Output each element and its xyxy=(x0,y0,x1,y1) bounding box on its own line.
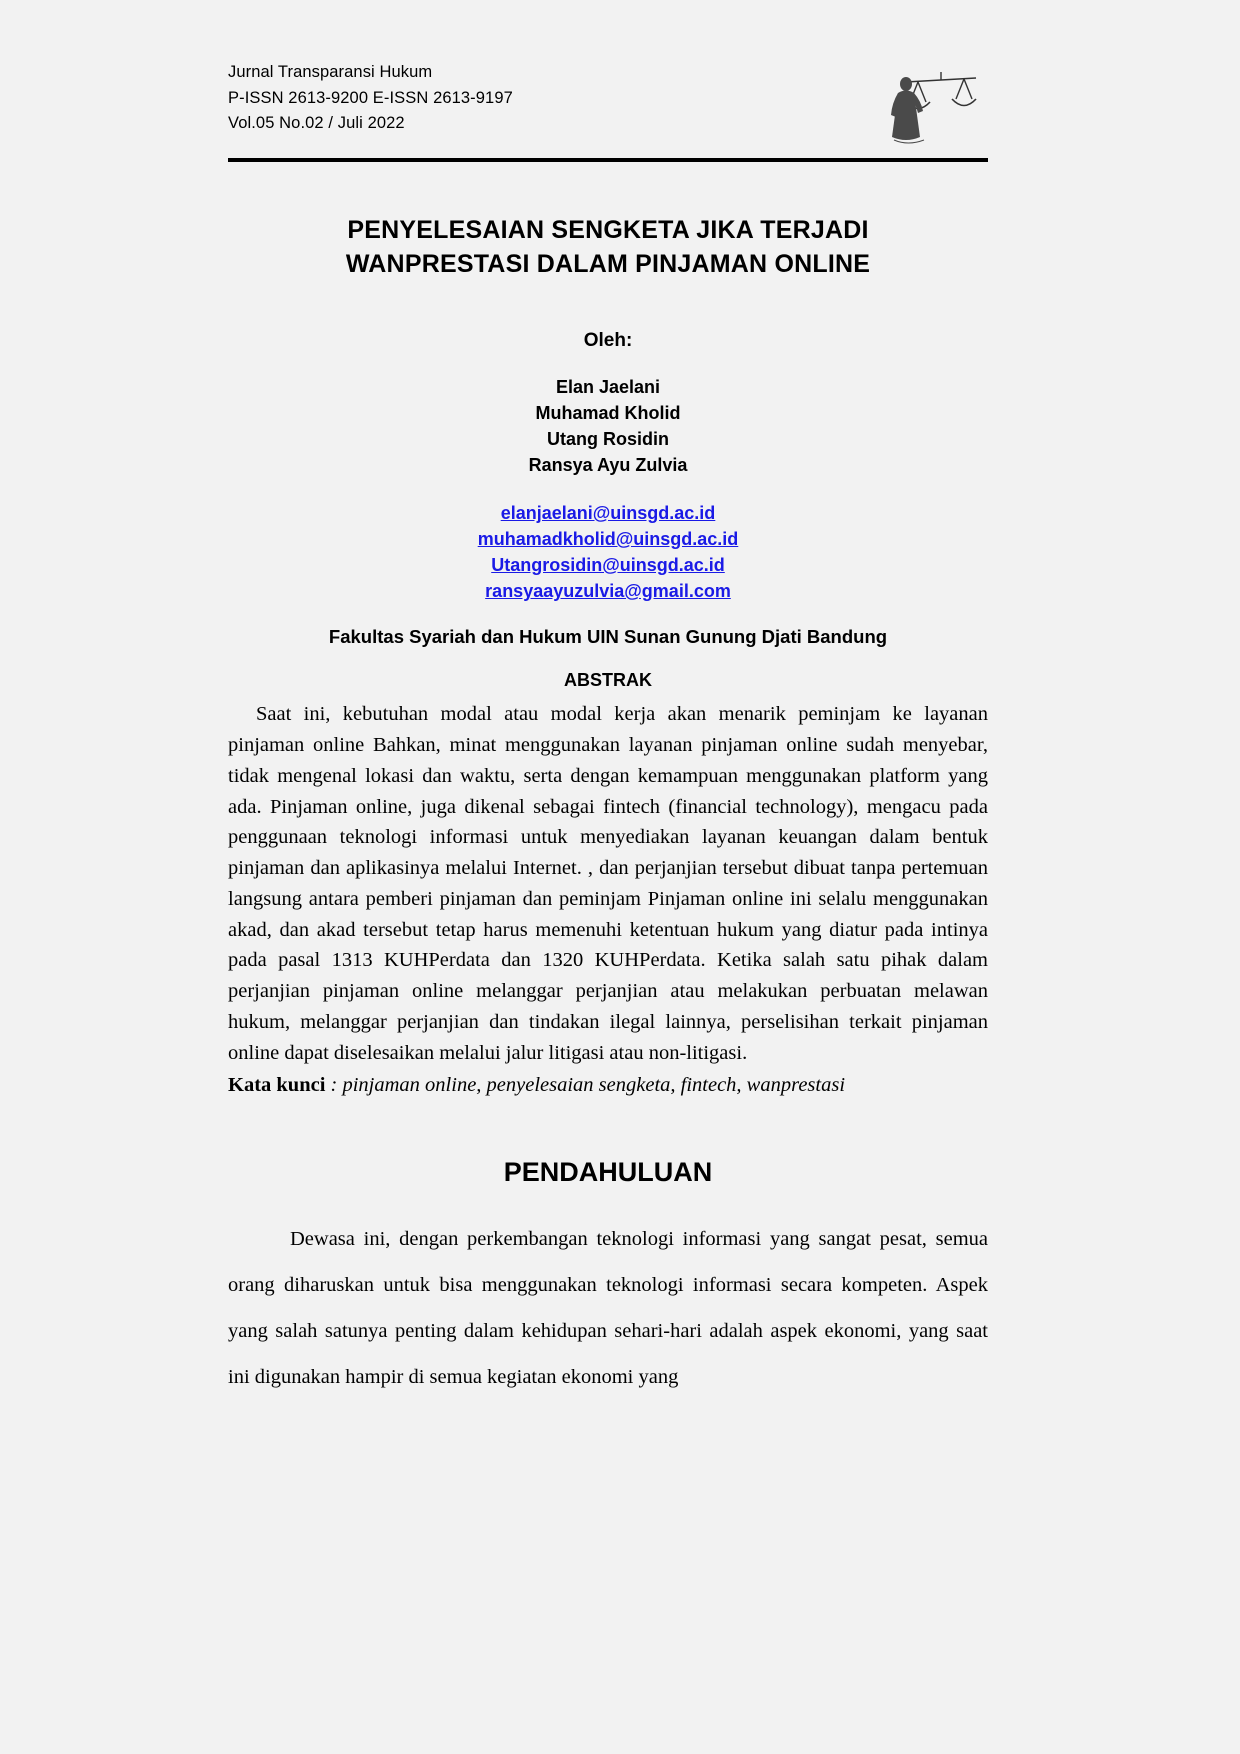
keywords-value: : pinjaman online, penyelesaian sengketa, fintech, wanprestasi xyxy=(330,1074,846,1097)
author-name: Elan Jaelani xyxy=(555,376,661,397)
keywords-label: Kata kunci xyxy=(228,1074,331,1097)
title-line-1: PENYELESAIAN SENGKETA JIKA TERJADI xyxy=(347,216,869,244)
byline-label: Oleh: xyxy=(583,329,633,351)
page-header xyxy=(228,0,988,150)
email-link[interactable]: ransyaayuzulvia@gmail.com xyxy=(485,581,731,602)
journal-issn: P-ISSN 2613-9200 E-ISSN 2613-9197 xyxy=(228,88,513,107)
abstract-heading: ABSTRAK xyxy=(564,670,652,691)
author-name: Utang Rosidin xyxy=(547,428,669,449)
journal-name: Jurnal Transparansi Hukum xyxy=(228,63,433,81)
author-name: Ransya Ayu Zulvia xyxy=(528,454,688,475)
affiliation: Fakultas Syariah dan Hukum UIN Sunan Gunung Djati Bandung xyxy=(328,626,888,648)
email-link[interactable]: muhamadkholid@uinsgd.ac.id xyxy=(477,528,739,549)
author-list xyxy=(228,374,988,478)
journal-info xyxy=(228,60,513,137)
section-paragraph: Dewasa ini, dengan perkembangan teknologi informasi yang sangat pesat, semua orang diharuskan untuk bisa menggunakan teknologi informasi secara kompeten. Aspek yang salah satunya penting dalam kehidupan sehari-hari adalah aspek ekonomi, yang saat ini digunakan hampir di semua kegiatan ekonomi yang xyxy=(228,1228,988,1389)
author-name: Muhamad Kholid xyxy=(535,402,681,423)
title-line-2: WANPRESTASI DALAM PINJAMAN ONLINE xyxy=(345,249,871,278)
scales-of-justice-logo-icon xyxy=(876,60,986,150)
keywords xyxy=(228,1070,988,1101)
page-title xyxy=(228,214,988,282)
page-content xyxy=(228,0,988,1401)
header-divider xyxy=(228,158,988,162)
abstract-text: Saat ini, kebutuhan modal atau modal kerja akan menarik peminjam ke layanan pinjaman online Bahkan, minat menggunakan layanan pinjaman online sudah menyebar, tidak mengenal lokasi dan waktu, serta dengan kemampuan menggunakan platform yang ada. Pinjaman online, juga dikenal sebagai fintech (financial technology), mengacu pada penggunaan teknologi informasi untuk menyediakan layanan keuangan dalam bentuk pinjaman dan aplikasinya melalui Internet. , dan perjanjian tersebut dibuat tanpa pertemuan langsung antara pemberi pinjaman dan peminjam Pinjaman online ini selalu menggunakan akad, dan akad tersebut tetap harus memenuhi ketentuan hukum yang diatur pada intinya pada pasal 1313 KUHPerdata dan 1320 KUHPerdata. Ketika salah satu pihak dalam perjanjian pinjaman online melanggar perjanjian atau melakukan perbuatan melawan hukum, melanggar perjanjian dan tindakan ilegal lainnya, perselisihan terkait pinjaman online dapat diselesaikan melalui jalur litigasi atau non-litigasi. xyxy=(228,703,988,1064)
author-emails xyxy=(228,500,988,604)
journal-volume: Vol.05 No.02 / Juli 2022 xyxy=(228,114,405,133)
section-heading-pendahuluan: PENDAHULUAN xyxy=(503,1157,713,1187)
email-link[interactable]: Utangrosidin@uinsgd.ac.id xyxy=(491,555,725,576)
email-link[interactable]: elanjaelani@uinsgd.ac.id xyxy=(500,502,716,523)
